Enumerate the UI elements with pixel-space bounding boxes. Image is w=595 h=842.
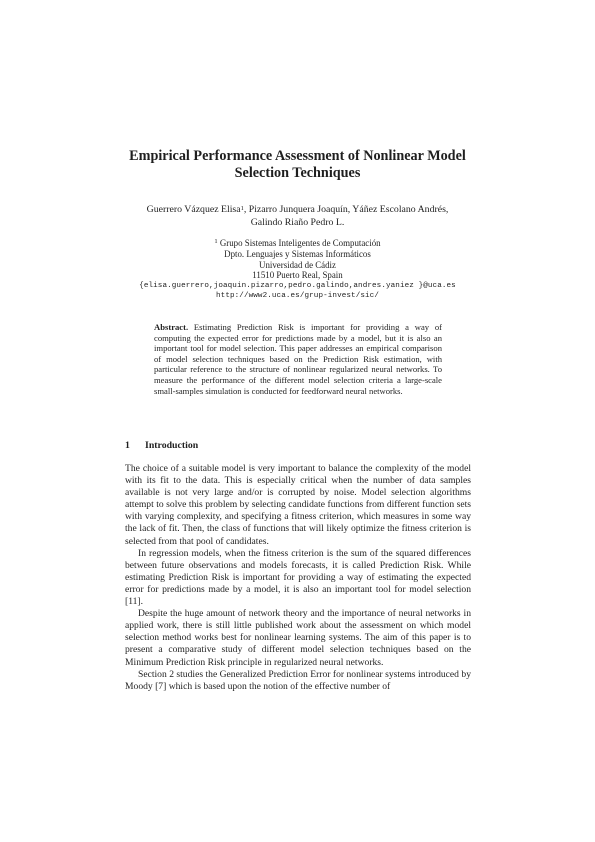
paragraph-1: The choice of a suitable model is very important to balance the complexity of the model with its fit to the data. This is especially critical when the number of data samples available is not very large and/or is corrupted by noise. Model selection algorithms attempt to solve this problem by selecting candidate functions from different function sets with varying complexity, and specifying a fitness criterion, which measures in some way the lack of fit. Then, the class of functions that will likely optimize the fitness criterion is selected from that pool of candidates. — [125, 463, 471, 547]
author-affil-mark: 1 — [240, 205, 244, 212]
title-line-1: Empirical Performance Assessment of Nonlinear Model — [129, 148, 466, 164]
section-number: 1 — [125, 440, 130, 451]
affiliation-block — [110, 238, 485, 302]
authors-line-2: Galindo Riaño Pedro L. — [250, 216, 345, 228]
section-heading — [125, 440, 198, 452]
paragraph-4: Section 2 studies the Generalized Prediction Error for nonlinear systems introduced by Moody [7] which is based upon the notion of the effective number of — [125, 668, 471, 692]
title-line-2: Selection Techniques — [234, 165, 361, 181]
section-body — [125, 463, 471, 693]
abstract-label: Abstract. — [154, 322, 189, 332]
affil-mark: 1 — [214, 238, 218, 245]
paragraph-3: Despite the huge amount of network theory and the importance of neural networks in applied work, there is still little published work about the assessment on which model selection method works best for nonlinear learning systems. The aim of this paper is to present a comparative study of different model selection techniques based on the Minimum Prediction Risk principle in regularized neural networks. — [125, 608, 471, 668]
affil-address: 11510 Puerto Real, Spain — [252, 270, 343, 281]
authors-line-1 — [120, 204, 475, 217]
paper-title — [100, 148, 495, 182]
affil-group — [110, 238, 485, 249]
affil-university: Universidad de Cádiz — [259, 259, 336, 270]
affil-group-name: Grupo Sistemas Inteligentes de Computación — [217, 238, 381, 248]
paragraph-2: In regression models, when the fitness criterion is the sum of the squared differences between future observations and models forecasts, it is called Prediction Risk. While estimating Prediction Risk is important for providing a way of estimating the expected error for predictions made by a model, it is also an important tool for model selection [11]. — [125, 547, 471, 608]
abstract-text: Estimating Prediction Risk is important for providing a way of computing the expected error for predictions made by a model, but it is also an important tool for model selection. This paper addresses an empirical comparison of model selection techniques based on the Prediction Risk estimation, with particular reference to the structure of nonlinear regularized neural networks. To measure the performance of the different model selection criteria a large-scale small-samples simulation is conducted for feedforward neural networks. — [154, 322, 442, 396]
affil-dept: Dpto. Lenguajes y Sistemas Informáticos — [224, 248, 371, 259]
author-list — [120, 204, 475, 229]
author-rest: , Pizarro Junquera Joaquín, Yáñez Escolano Andrés, — [243, 204, 449, 215]
section-title: Introduction — [145, 440, 199, 451]
author-first: Guerrero Vázquez Elisa — [146, 204, 241, 215]
affil-emails: {elisa.guerrero,joaquin.pizarro,pedro.galindo,andres.yaniez }@uca.es — [139, 282, 456, 291]
affil-url: http://www2.uca.es/grup-invest/sic/ — [216, 292, 379, 301]
abstract — [154, 322, 442, 396]
